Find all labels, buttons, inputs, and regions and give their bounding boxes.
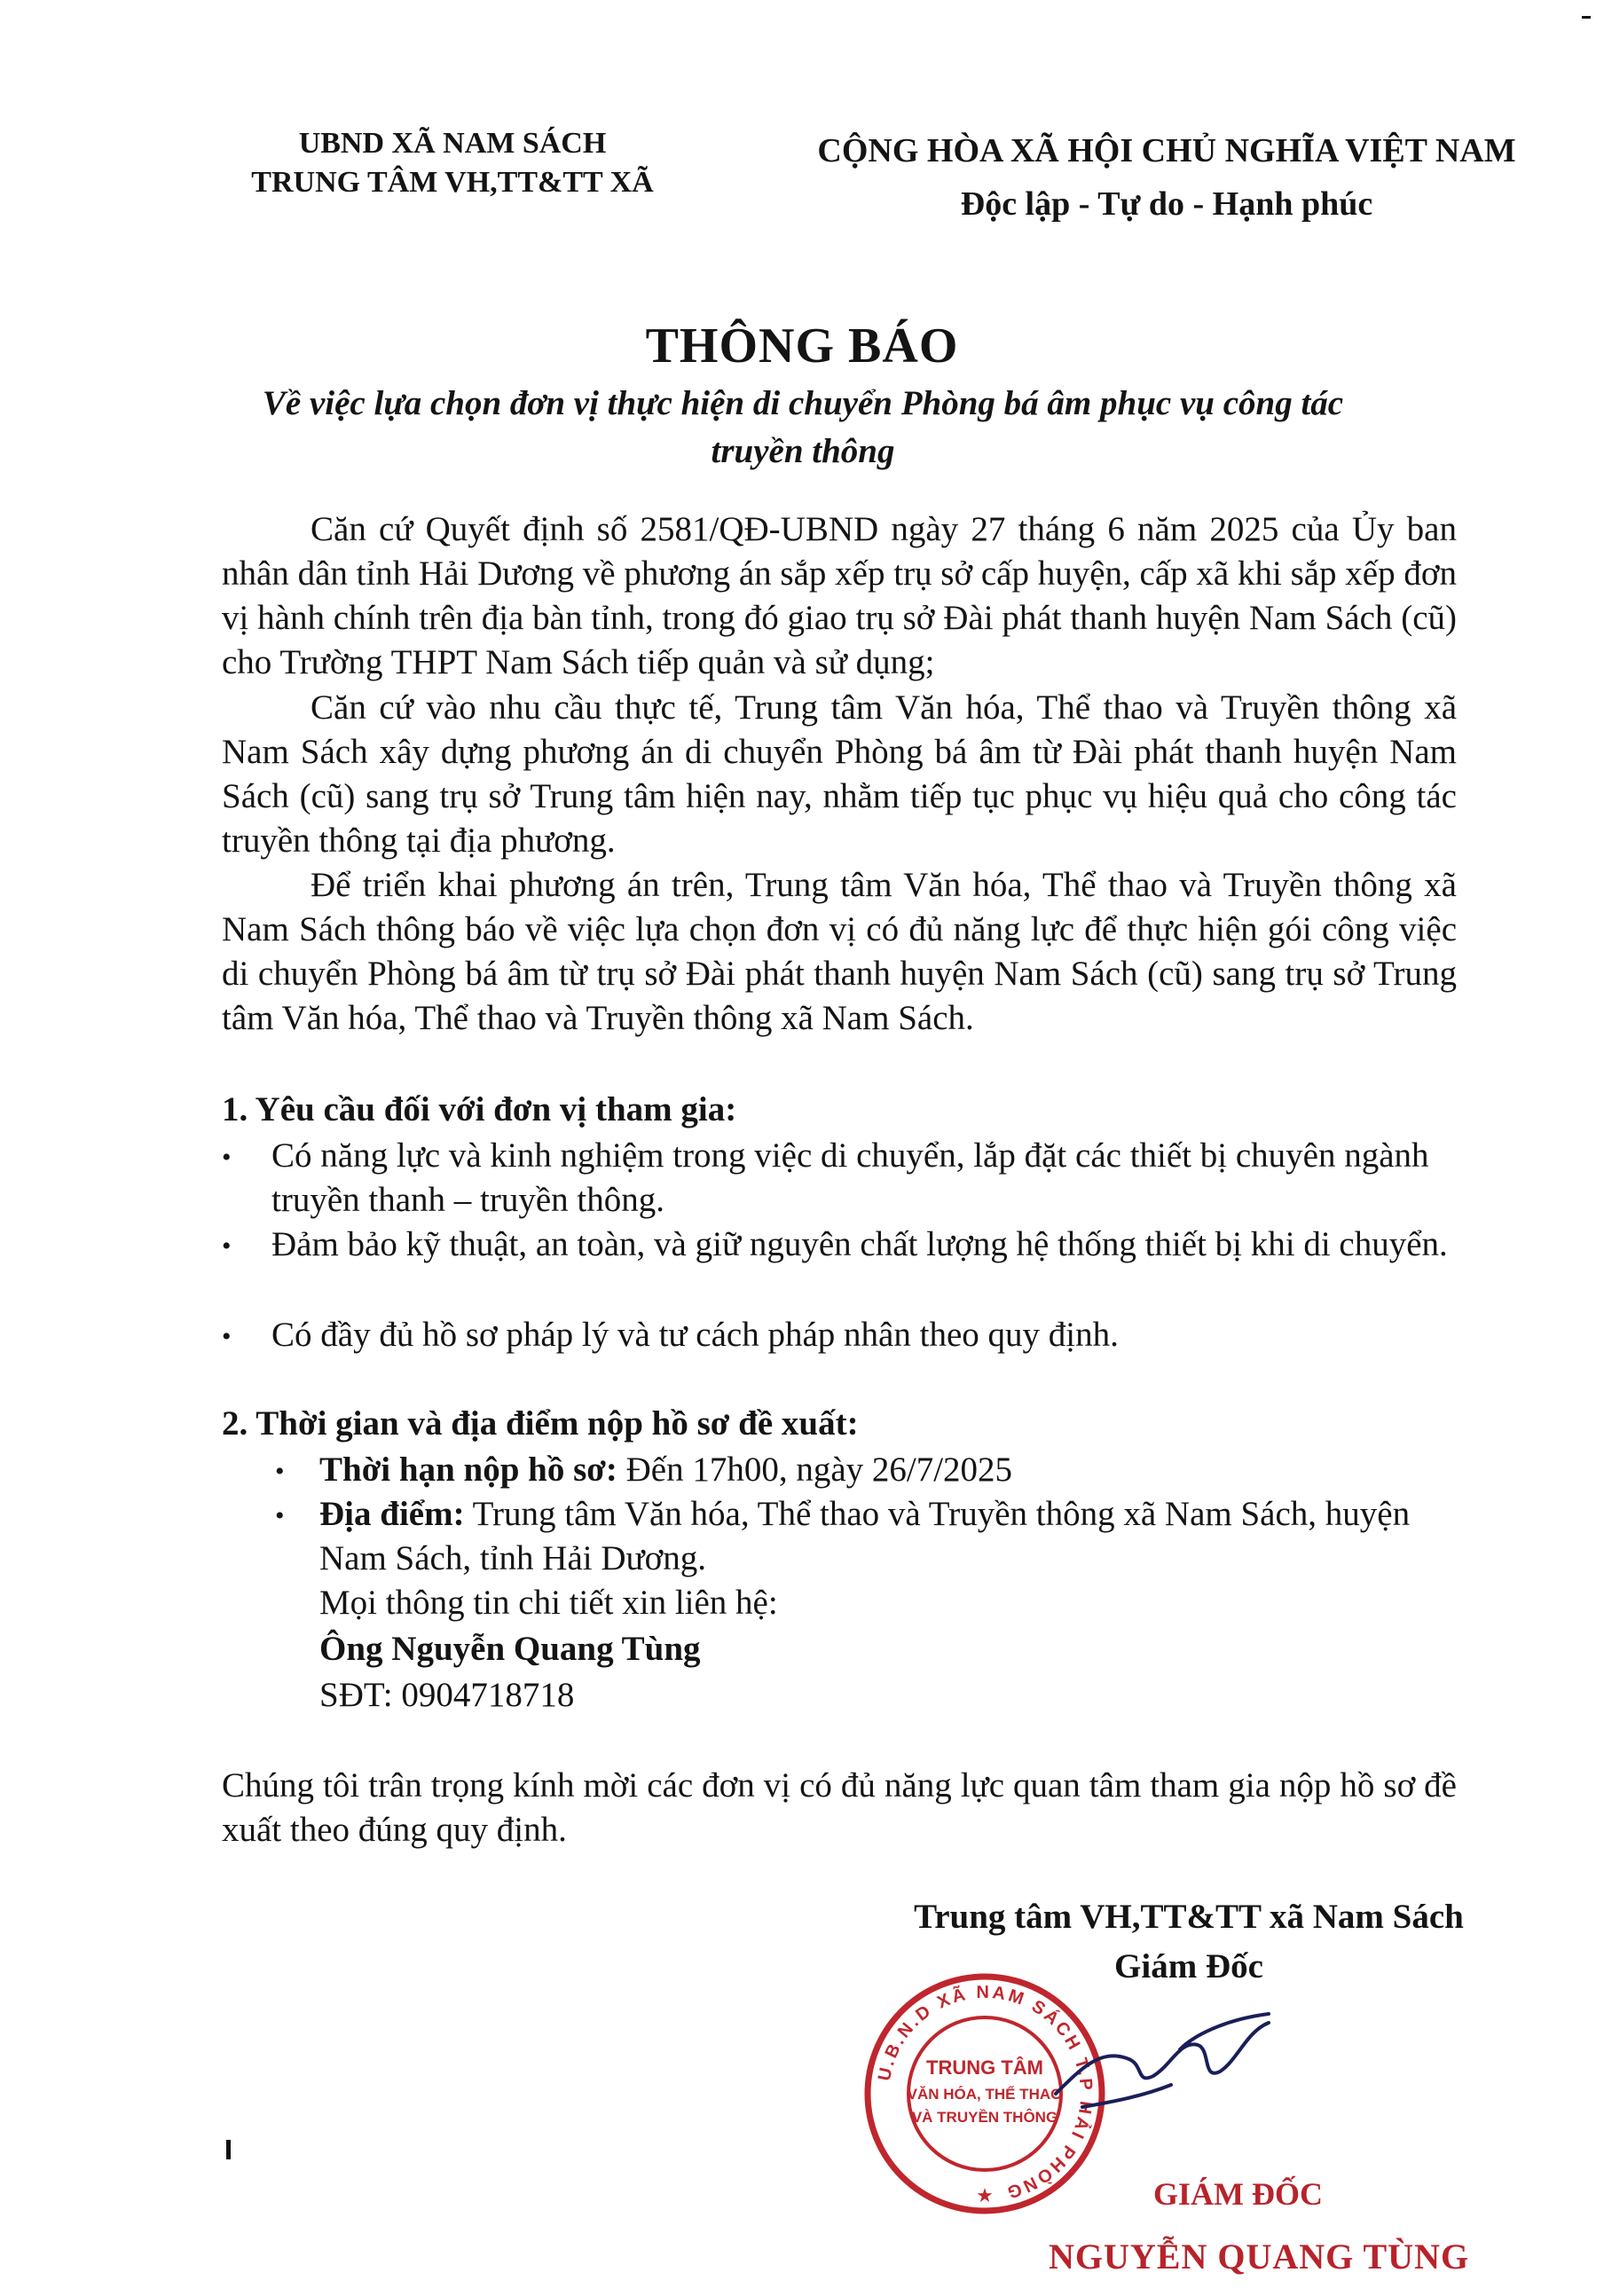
section-1-heading: 1. Yêu cầu đối với đơn vị tham gia: — [222, 1090, 737, 1128]
list-item — [222, 1313, 1464, 1366]
issuing-organization — [204, 124, 701, 202]
paragraph-legal-basis — [222, 507, 1457, 685]
director-name: NGUYỄN QUANG TÙNG — [1049, 2237, 1470, 2276]
org-line-1: UBND XÃ NAM SÁCH — [298, 127, 607, 160]
bullet-icon: • — [275, 1457, 285, 1486]
location-value: Trung tâm Văn hóa, Thể thao và Truyền thông xã Nam Sách, huyện Nam Sách, tỉnh Hải Dương. — [319, 1495, 1411, 1577]
org-line-2: TRUNG TÂM VH,TT&TT XÃ — [251, 166, 654, 199]
requirement-1: Có năng lực và kinh nghiệm trong việc di chuyển, lắp đặt các thiết bị chuyên ngành truyền thanh – truyền thông. — [271, 1136, 1429, 1219]
paragraph-1-text: Căn cứ Quyết định số 2581/QĐ-UBND ngày 27 tháng 6 năm 2025 của Ủy ban nhân dân tỉnh Hải Dương về phương án sắp xếp trụ sở cấp huyện, cấp xã khi sắp xếp đơn vị hành chính trên địa bàn tỉnh, trong đó giao trụ sở Đài phát thanh huyện Nam Sách (cũ) cho Trường THPT Nam Sách tiếp quản và sử dụng; — [222, 510, 1457, 681]
document-title: THÔNG BÁO — [645, 318, 959, 373]
list-item — [275, 1492, 1473, 1590]
closing-paragraph: Chúng tôi trân trọng kính mời các đơn vị có đủ năng lực quan tâm tham gia nộp hồ sơ đề xuất theo đúng quy định. — [222, 1766, 1457, 1849]
scan-mark — [226, 2140, 231, 2159]
document-subtitle: Về việc lựa chọn đơn vị thực hiện di chuyển Phòng bá âm phục vụ công tác truyền thông — [262, 384, 1344, 470]
stamp-role: GIÁM ĐỐC — [1153, 2176, 1323, 2212]
contact-intro: Mọi thông tin chi tiết xin liên hệ: — [319, 1584, 778, 1622]
paragraph-3-text: Để triển khai phương án trên, Trung tâm Văn hóa, Thể thao và Truyền thông xã Nam Sách thông báo về việc lựa chọn đơn vị có đủ năng lực để thực hiện gói công việc di chuyển Phòng bá âm từ trụ sở Đài phát thanh huyện Nam Sách (cũ) sang trụ sở Trung tâm Văn hóa, Thể thao và Truyền thông xã Nam Sách. — [222, 866, 1457, 1037]
deadline-label: Thời hạn nộp hồ sơ: — [319, 1451, 617, 1489]
location-label: Địa điểm: — [319, 1495, 465, 1533]
section-2-heading: 2. Thời gian và địa điểm nộp hồ sơ đề xuất: — [222, 1404, 859, 1443]
svg-text:U.B.N.D XÃ NAM SÁCH T.P HẢI PH: U.B.N.D XÃ NAM SÁCH T.P HẢI PHÒNG — [874, 1982, 1097, 2203]
bullet-icon: • — [222, 1143, 232, 1172]
deadline-line — [319, 1448, 1455, 1492]
bullet-icon: • — [222, 1231, 232, 1261]
paragraph-announcement — [222, 863, 1457, 1041]
bullet-icon: • — [275, 1501, 285, 1530]
signature-organization: Trung tâm VH,TT&TT xã Nam Sách — [914, 1898, 1464, 1936]
svg-text:VĂN HÓA, THỂ THAO: VĂN HÓA, THỂ THAO — [907, 2086, 1063, 2103]
location-line — [319, 1492, 1464, 1581]
national-motto — [798, 124, 1535, 231]
list-item — [222, 1134, 1464, 1231]
requirement-3: Có đầy đủ hồ sơ pháp lý và tư cách pháp nhân theo quy định. — [271, 1316, 1119, 1354]
scan-mark — [1582, 16, 1591, 19]
svg-text:VÀ TRUYỀN THÔNG: VÀ TRUYỀN THÔNG — [911, 2109, 1058, 2126]
list-item — [222, 1223, 1464, 1320]
nation-line-1: CỘNG HÒA XÃ HỘI CHỦ NGHĨA VIỆT NAM — [817, 132, 1516, 169]
svg-text:TRUNG TÂM: TRUNG TÂM — [926, 2056, 1043, 2079]
nation-line-2: Độc lập - Tự do - Hạnh phúc — [960, 185, 1373, 223]
paragraph-needs — [222, 686, 1457, 863]
deadline-value: Đến 17h00, ngày 26/7/2025 — [625, 1451, 1013, 1489]
requirement-2: Đảm bảo kỹ thuật, an toàn, và giữ nguyên chất lượng hệ thống thiết bị khi di chuyển. — [271, 1225, 1448, 1263]
handwritten-signature — [1047, 1996, 1278, 2120]
svg-text:★: ★ — [976, 2185, 994, 2207]
paragraph-2-text: Căn cứ vào nhu cầu thực tế, Trung tâm Văn hóa, Thể thao và Truyền thông xã Nam Sách xây dựng phương án di chuyển Phòng bá âm từ Đài phát thanh huyện Nam Sách (cũ) sang trụ sở Trung tâm hiện nay, nhằm tiếp tục phục vụ hiệu quả cho công tác truyền thông tại địa phương. — [222, 688, 1457, 860]
signature-title: Giám Đốc — [1114, 1947, 1263, 1985]
contact-phone: SĐT: 0904718718 — [319, 1676, 575, 1714]
bullet-icon: • — [222, 1322, 232, 1351]
contact-name: Ông Nguyễn Quang Tùng — [319, 1630, 701, 1668]
